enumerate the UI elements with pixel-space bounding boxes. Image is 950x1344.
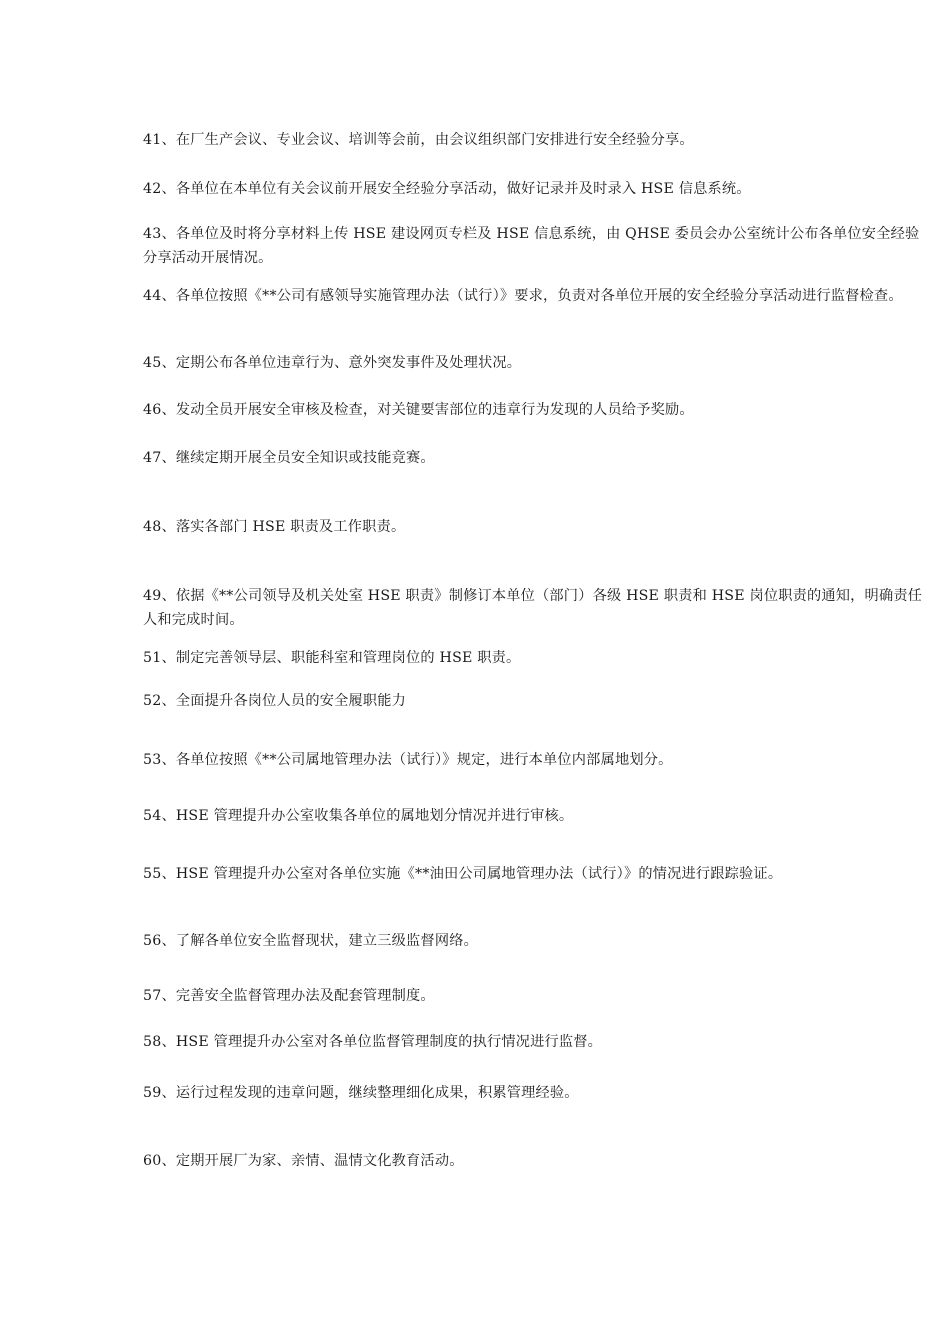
list-item: 60、定期开展厂为家、亲情、温情文化教育活动。 (143, 1153, 464, 1169)
list-item: 51、制定完善领导层、职能科室和管理岗位的 HSE 职责。 (143, 650, 521, 666)
list-item: 58、HSE 管理提升办公室对各单位监督管理制度的执行情况进行监督。 (143, 1034, 603, 1050)
list-item: 54、HSE 管理提升办公室收集各单位的属地划分情况并进行审核。 (143, 808, 574, 824)
list-item: 44、各单位按照《**公司有感领导实施管理办法（试行）》要求，负责对各单位开展的安全经验分享活动进行监督检查。 (143, 288, 903, 304)
list-item: 46、发动全员开展安全审核及检查，对关键要害部位的违章行为发现的人员给予奖励。 (143, 402, 694, 418)
list-item: 56、了解各单位安全监督现状，建立三级监督网络。 (143, 933, 478, 949)
list-item: 59、运行过程发现的违章问题，继续整理细化成果，积累管理经验。 (143, 1085, 579, 1101)
list-item: 41、在厂生产会议、专业会议、培训等会前，由会议组织部门安排进行安全经验分享。 (143, 132, 694, 148)
list-item: 49、依据《**公司领导及机关处室 HSE 职责》制修订本单位（部门）各级 HSE 职责和 HSE 岗位职责的通知，明确责任人和完成时间。 (143, 588, 923, 628)
list-item: 55、HSE 管理提升办公室对各单位实施《**油田公司属地管理办法（试行）》的情况进行跟踪验证。 (143, 866, 783, 882)
list-item: 57、完善安全监督管理办法及配套管理制度。 (143, 988, 435, 1004)
list-item: 42、各单位在本单位有关会议前开展安全经验分享活动，做好记录并及时录入 HSE 信息系统。 (143, 181, 751, 197)
list-item: 48、落实各部门 HSE 职责及工作职责。 (143, 519, 406, 535)
list-item: 52、全面提升各岗位人员的安全履职能力 (143, 693, 407, 709)
list-item: 53、各单位按照《**公司属地管理办法（试行）》规定，进行本单位内部属地划分。 (143, 752, 673, 768)
list-item: 45、定期公布各单位违章行为、意外突发事件及处理状况。 (143, 355, 522, 371)
list-item: 43、各单位及时将分享材料上传 HSE 建设网页专栏及 HSE 信息系统，由 QHSE 委员会办公室统计公布各单位安全经验分享活动开展情况。 (143, 226, 920, 266)
list-item: 47、继续定期开展全员安全知识或技能竞赛。 (143, 450, 435, 466)
